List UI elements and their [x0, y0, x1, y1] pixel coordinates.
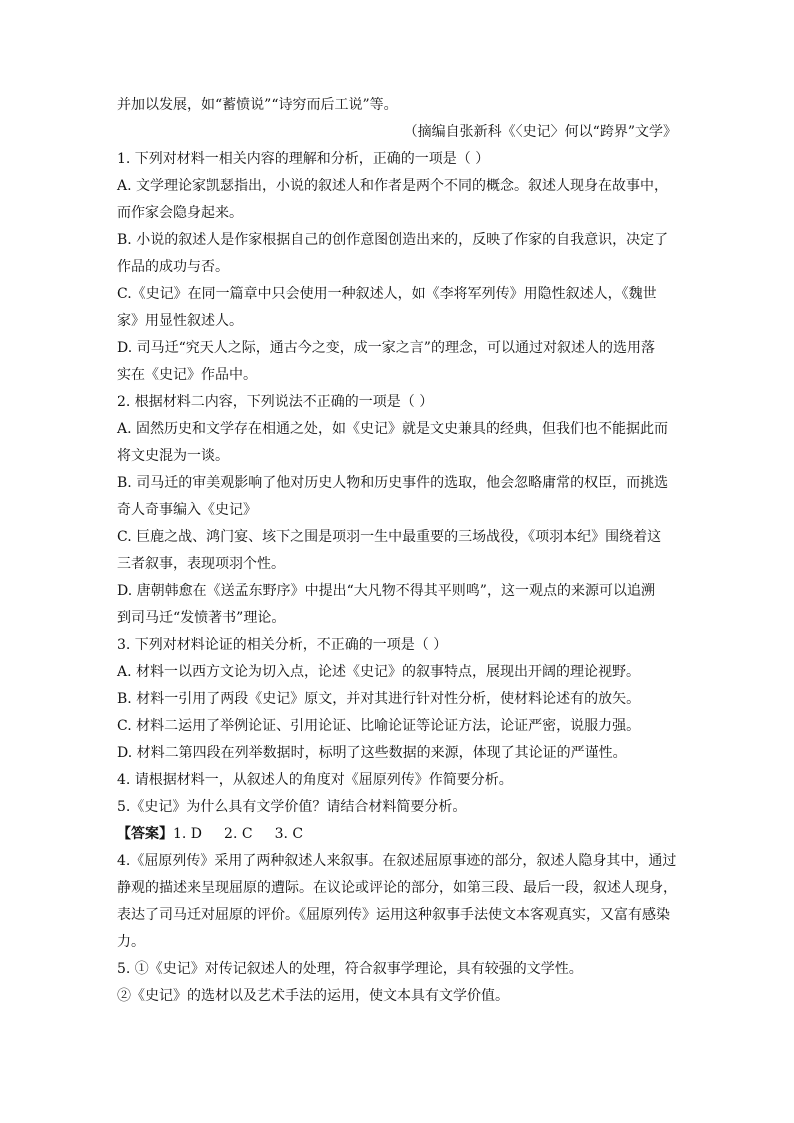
- question-5: 5.《史记》为什么具有文学价值？请结合材料简要分析。: [117, 799, 467, 815]
- q2-option-c: C. 巨鹿之战、鸿门宴、垓下之围是项羽一生中最重要的三场战役，《项羽本纪》围绕着这: [117, 529, 662, 545]
- answer-5-text: 5. ①《史记》对传记叙述人的处理，符合叙事学理论，具有较强的文学性。: [117, 961, 583, 977]
- q2-option-d: D. 唐朝韩愈在《送孟东野序》中提出“大凡物不得其平则鸣”，这一观点的来源可以追溯: [117, 583, 655, 599]
- q3-option-d: D. 材料二第四段在列举数据时，标明了这些数据的来源，体现了其论证的严谨性。: [117, 745, 627, 761]
- q2-option-b: B. 司马迁的审美观影响了他对历史人物和历史事件的选取，他会忽略庸常的权臣，而挑选: [117, 475, 669, 491]
- answer-item: 1. D: [173, 826, 203, 842]
- question-3: 3. 下列对材料论证的相关分析，不正确的一项是（ ）: [117, 637, 448, 653]
- text-line: 三者叙事，表现项羽个性。: [117, 556, 285, 572]
- q3-option-c: C. 材料二运用了举例论证、引用论证、比喻论证等论证方法，论证严密，说服力强。: [117, 718, 641, 734]
- text-line: 作品的成功与否。: [117, 259, 229, 275]
- text-line: 表达了司马迁对屈原的评价。《屈原列传》运用这种叙事手法使文本客观真实，又富有感染: [117, 907, 670, 923]
- text-line: ②《史记》的选材以及艺术手法的运用，使文本具有文学价值。: [117, 988, 509, 1004]
- text-line: 到司马迁“发愤著书”理论。: [117, 610, 286, 626]
- question-2: 2. 根据材料二内容，下列说法不正确的一项是（ ）: [117, 394, 434, 410]
- q1-option-a: A. 文学理论家凯瑟指出，小说的叙述人和作者是两个不同的概念。叙述人现身在故事中，: [117, 178, 669, 194]
- text-line: 奇人奇事编入《史记》: [117, 502, 257, 518]
- answer-item: 2. C: [224, 826, 253, 842]
- answer-label: 【答案】: [117, 826, 173, 842]
- text-line: 家》用显性叙述人。: [117, 313, 243, 329]
- q1-option-b: B. 小说的叙述人是作家根据自己的创作意图创造出来的，反映了作家的自我意识，决定了: [117, 232, 669, 248]
- question-4: 4. 请根据材料一，从叙述人的角度对《屈原列传》作简要分析。: [117, 772, 513, 788]
- source-citation: （摘编自张新科《〈史记〉何以“跨界”文学》: [403, 124, 677, 140]
- q1-option-d: D. 司马迁“究天人之际，通古今之变，成一家之言”的理念，可以通过对叙述人的选用落: [117, 340, 655, 356]
- answer-line: [117, 824, 303, 844]
- text-line: 力。: [117, 934, 145, 950]
- answer-item: 3. C: [274, 826, 304, 842]
- q3-option-b: B. 材料一引用了两段《史记》原文，并对其进行针对性分析，使材料论述有的放矢。: [117, 691, 641, 707]
- text-line: 而作家会隐身起来。: [117, 205, 243, 221]
- text-line: 静观的描述来呈现屈原的遭际。在议论或评论的部分，如第三段、最后一段，叙述人现身，: [117, 880, 677, 896]
- text-line: 将文史混为一谈。: [117, 448, 229, 464]
- q2-option-a: A. 固然历史和文学存在相通之处，如《史记》就是文史兼具的经典，但我们也不能据此而: [117, 421, 669, 437]
- text-line: 实在《史记》作品中。: [117, 367, 257, 383]
- answer-4-text: 4.《屈原列传》采用了两种叙述人来叙事。在叙述屈原事迹的部分，叙述人隐身其中，通过: [117, 853, 677, 869]
- text-line: 并加以发展，如“蓄愤说”“诗穷而后工说”等。: [117, 97, 398, 113]
- question-1: 1. 下列对材料一相关内容的理解和分析，正确的一项是（ ）: [117, 151, 490, 167]
- q1-option-c: C.《史记》在同一篇章中只会使用一种叙述人，如《李将军列传》用隐性叙述人，《魏世: [117, 286, 657, 302]
- q3-option-a: A. 材料一以西方文论为切入点，论述《史记》的叙事特点，展现出开阔的理论视野。: [117, 664, 641, 680]
